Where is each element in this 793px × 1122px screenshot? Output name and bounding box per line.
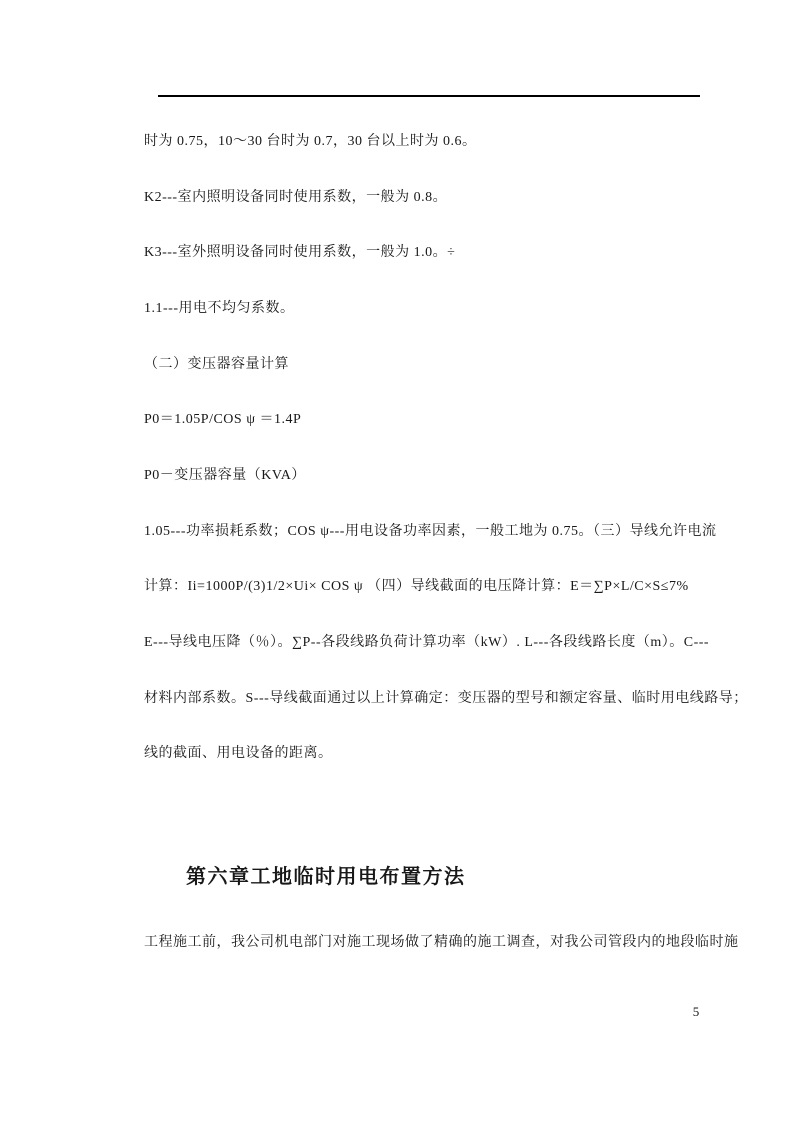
body-paragraph: 工程施工前，我公司机电部门对施工现场做了精确的施工调查，对我公司管段内的地段临时施 <box>144 935 739 950</box>
text-line: 1.1---用电不均匀系数。 <box>144 300 295 316</box>
page-number: 5 <box>692 1004 700 1019</box>
text-line: 材料内部系数。S---导线截面通过以上计算确定：变压器的型号和额定容量、临时用电线路导； <box>144 690 748 706</box>
document-body <box>144 112 748 780</box>
chapter-heading: 第六章工地临时用电布置方法 <box>186 866 466 888</box>
formula-line: 计算：Ii=1000P/(3)1/2×Ui× COS ψ （四）导线截面的电压降计算：E＝∑P×L/C×S≤7% <box>144 579 689 595</box>
text-line: E---导线电压降（％）。∑P--各段线路负荷计算功率（kW）. L---各段线路长度（m）。C--- <box>144 635 710 651</box>
text-line: 1.05---功率损耗系数；COS ψ---用电设备功率因素，一般工地为 0.75。（三）导线允许电流 <box>144 523 717 539</box>
text-line: K3---室外照明设备同时使用系数，一般为 1.0。÷ <box>144 245 456 261</box>
text-line: P0－变压器容量（KVA） <box>144 467 306 483</box>
text-line: 时为 0.75，10～30 台时为 0.7，30 台以上时为 0.6。 <box>144 133 477 149</box>
text-line: 线的截面、用电设备的距离。 <box>144 746 333 762</box>
header-rule-line <box>158 95 700 97</box>
formula-line: P0＝1.05P/COS ψ ＝1.4P <box>144 412 302 428</box>
text-line: （二）变压器容量计算 <box>144 356 289 372</box>
text-line: K2---室内照明设备同时使用系数，一般为 0.8。 <box>144 189 448 205</box>
